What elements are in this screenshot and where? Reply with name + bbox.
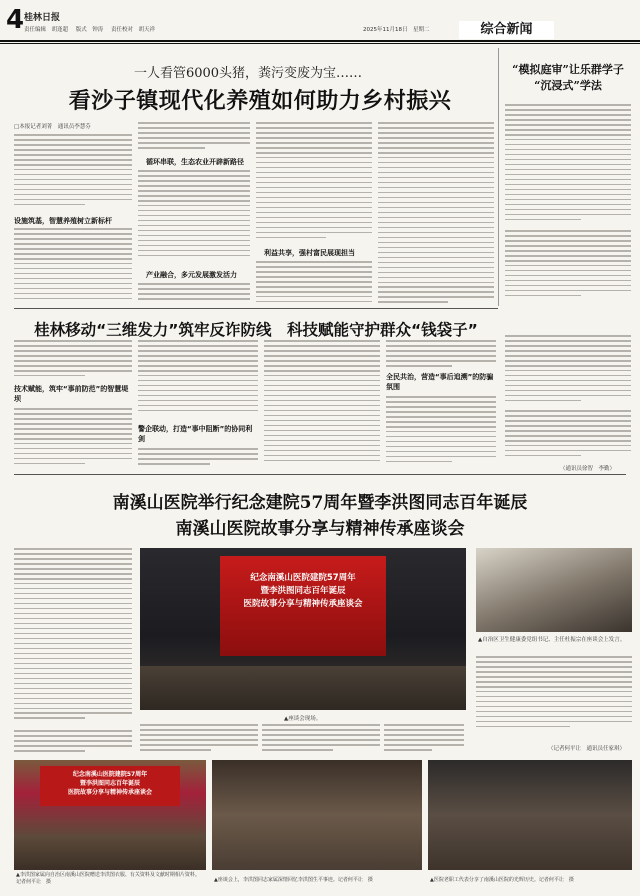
article1-byline: □本报记者刘菁 通讯员李慧芬 (14, 124, 91, 130)
bottom-photo-3-caption-text: ▲医院老职工代表分享了南溪山医院的光辉历史。 (430, 877, 539, 883)
bottom-photo-1 (14, 760, 206, 870)
article2-subhead: 警企联动，打造“事中阻断”的协同利剑 (138, 425, 253, 443)
masthead: 桂林日报 (24, 13, 61, 23)
article2-body-text (14, 408, 132, 468)
article3-body-text (14, 730, 132, 754)
editor-credits (24, 25, 161, 33)
article2-body-text (386, 340, 496, 370)
bottom-photo-1-credit: 记者何平让 摄 (16, 879, 52, 885)
article1-body-text (378, 122, 494, 307)
article1-title: 看沙子镇现代化养殖如何助力乡村振兴 (68, 89, 452, 114)
bottom-photo-1-caption-text: ▲李洪图家属向自治区南溪山医院赠送李洪图衣服、有关资料及文献时期相片资料。 (16, 872, 200, 878)
speaker-photo (476, 548, 632, 632)
article2-body-text (138, 448, 258, 468)
layout-name: 版式 钟涛 (75, 27, 104, 33)
main-photo (140, 548, 466, 710)
article3-credit: （记者何平让 通讯员任家琪） (548, 746, 626, 752)
column-divider (498, 48, 499, 306)
article1-body-text (138, 283, 250, 307)
article3-body-text (14, 548, 132, 724)
photo-banner-line1: 纪念南溪山医院建院57周年 (72, 771, 148, 778)
article2-body-text (386, 396, 496, 468)
article3-body-text (476, 656, 632, 736)
article3-body-text (140, 724, 258, 754)
article2-body-text (505, 410, 631, 460)
bottom-photo-3-credit: 记者何平让 摄 (538, 877, 574, 883)
speaker-photo-caption: ▲自治区卫生健康委党组书记、主任杜振宗在座谈会上发言。 (478, 637, 626, 643)
article1-body-text (14, 228, 132, 306)
bottom-photo-1-caption (16, 872, 204, 886)
article2-body-text (138, 340, 258, 418)
article2-body-text (264, 340, 380, 468)
article3-title-line2: 南溪山医院故事分享与精神传承座谈会 (175, 519, 465, 539)
sidebar-title (503, 62, 633, 94)
article2-subhead: 技术赋能，筑牢“事前防范”的智慧堤坝 (14, 385, 129, 403)
bottom-photo-3-caption (430, 876, 630, 883)
article1-subhead: 设施筑基，智慧养殖树立新标杆 (14, 217, 112, 225)
article3-title-line1: 南溪山医院举行纪念建院57周年暨李洪图同志百年诞辰 (112, 493, 528, 513)
divider-line (14, 308, 498, 309)
divider-line (14, 474, 626, 475)
banner-line3: 医院故事分享与精神传承座谈会 (243, 599, 363, 609)
bottom-photo-2 (212, 760, 422, 870)
bottom-photo-2-credit: 记者何平让 摄 (337, 877, 373, 883)
article1-subhead: 循环串联，生态农业开辟新路径 (146, 158, 244, 166)
audience (140, 666, 466, 710)
banner-line2: 暨李洪图同志百年诞辰 (260, 586, 346, 596)
article2-credit: （通讯员徐智 李勤） (560, 466, 616, 472)
article1-body-text (138, 122, 250, 152)
article3-body-text (262, 724, 380, 754)
article1-body-text (14, 134, 132, 212)
photo-banner-line3: 医院故事分享与精神传承座谈会 (67, 789, 152, 796)
banner-line1: 纪念南溪山医院建院57周年 (250, 573, 356, 583)
article1-body-text (256, 261, 372, 307)
header-rule-thin (0, 43, 640, 44)
article2-subhead: 全民共治，营造“事后追溯”的防骗氛围 (386, 373, 494, 391)
bottom-photo-2-caption-text: ▲座谈会上，李洪图同志家属深情回忆李洪图生平事迹。 (214, 877, 338, 883)
bottom-photo-2-caption (214, 876, 420, 883)
article3-body-text (384, 724, 464, 754)
sidebar-title-line2: “沉浸式”学法 (534, 79, 602, 92)
article1-body-text (256, 122, 372, 242)
article2-title: 桂林移动“三维发力”筑牢反诈防线 科技赋能守护群众“钱袋子” (34, 321, 478, 339)
editor-name: 责任编辑 胡逢超 (24, 27, 69, 33)
article3-title (14, 490, 626, 542)
sidebar-body-text (505, 104, 631, 224)
header-rule (0, 40, 640, 42)
article2-body-text (505, 335, 631, 407)
page-number: 4 (6, 5, 25, 35)
article1-body-text (138, 170, 250, 262)
sidebar-title-line1: “模拟庭审”让乐群学子 (512, 63, 624, 76)
bottom-photo-3 (428, 760, 632, 870)
section-title: 综合新闻 (459, 21, 554, 39)
stage-banner (220, 556, 386, 656)
article2-body-text (14, 340, 132, 380)
article1-subtitle: 一人看管6000头猪，粪污变废为宝…… (133, 66, 363, 81)
article1-subhead: 利益共享，强村富民展现担当 (264, 249, 355, 257)
issue-date: 2025年11月18日 星期二 (363, 27, 430, 33)
main-photo-caption: ▲座谈会现场。 (284, 716, 322, 722)
article1-subhead: 产业融合，多元发展激发活力 (146, 271, 237, 279)
sidebar-body-text (505, 230, 631, 300)
proofreader-name: 责任校对 胡天祥 (111, 27, 156, 33)
photo-banner-line2: 暨李洪图同志百年诞辰 (79, 780, 140, 787)
photo-banner (40, 766, 180, 806)
